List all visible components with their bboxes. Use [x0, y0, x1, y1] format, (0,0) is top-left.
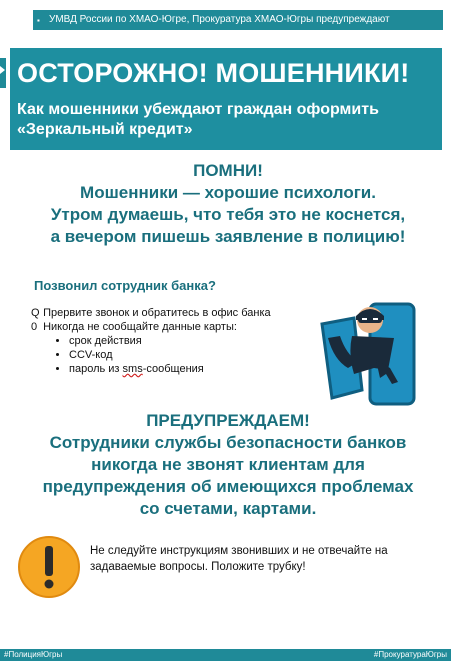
list-item: • пароль из sms-сообщения — [69, 362, 331, 376]
remember-line: а вечером пишешь заявление в полицию! — [50, 227, 406, 246]
sms-word: sms — [122, 363, 143, 375]
step-text: Прервите звонок и обратитесь в офис банка — [43, 307, 271, 319]
flag-icon: ▪ — [37, 16, 40, 25]
footer-tag-prosecutor[interactable]: #ПрокуратураЮгры — [373, 650, 447, 659]
exclamation-icon — [14, 534, 84, 600]
page-title: ОСТОРОЖНО! МОШЕННИКИ! — [17, 58, 410, 88]
step-item — [31, 306, 331, 320]
warning-line: никогда не звонят клиентам для — [91, 455, 365, 474]
card-data-list — [31, 334, 331, 376]
remember-line: Утром думаешь, что тебя это не коснется, — [50, 205, 406, 224]
warning-block — [0, 410, 456, 520]
source-header-bar — [33, 10, 443, 30]
list-item: • срок действия — [69, 334, 331, 348]
title-banner — [10, 48, 442, 150]
warning-line: ПРЕДУПРЕЖДАЕМ! — [146, 411, 310, 430]
side-tab-marker — [0, 58, 6, 88]
remember-line: ПОМНИ! — [193, 161, 263, 180]
bank-call-steps — [31, 306, 331, 376]
advice-text: Не следуйте инструкциям звонивших и не отвечайте на задаваемые вопросы. Положите трубку! — [90, 545, 388, 573]
thief-icon — [318, 298, 440, 408]
bank-call-heading: Позвонил сотрудник банка? — [34, 278, 216, 293]
page-subtitle: Как мошенники убеждают граждан оформить «Зеркальный кредит» — [17, 101, 379, 138]
step-text: Никогда не сообщайте данные карты: — [43, 321, 237, 333]
remember-line: Мошенники — хорошие психологи. — [80, 183, 376, 202]
warning-line: со счетами, картами. — [139, 499, 317, 518]
warning-line: Сотрудники службы безопасности банков — [49, 433, 407, 452]
list-item: • CCV-код — [69, 348, 331, 362]
warning-line: предупреждения об имеющихся проблемах — [42, 477, 414, 496]
step-marker: 0 — [31, 321, 38, 333]
remember-block — [0, 160, 456, 248]
step-marker: Q — [31, 307, 40, 319]
footer-bar — [0, 649, 451, 661]
step-item — [31, 320, 331, 334]
footer-tag-police[interactable]: #ПолицияЮгры — [4, 650, 63, 659]
source-text: УМВД России по ХМАО-Югре, Прокуратура ХМАО-Югры предупреждают — [49, 14, 390, 25]
